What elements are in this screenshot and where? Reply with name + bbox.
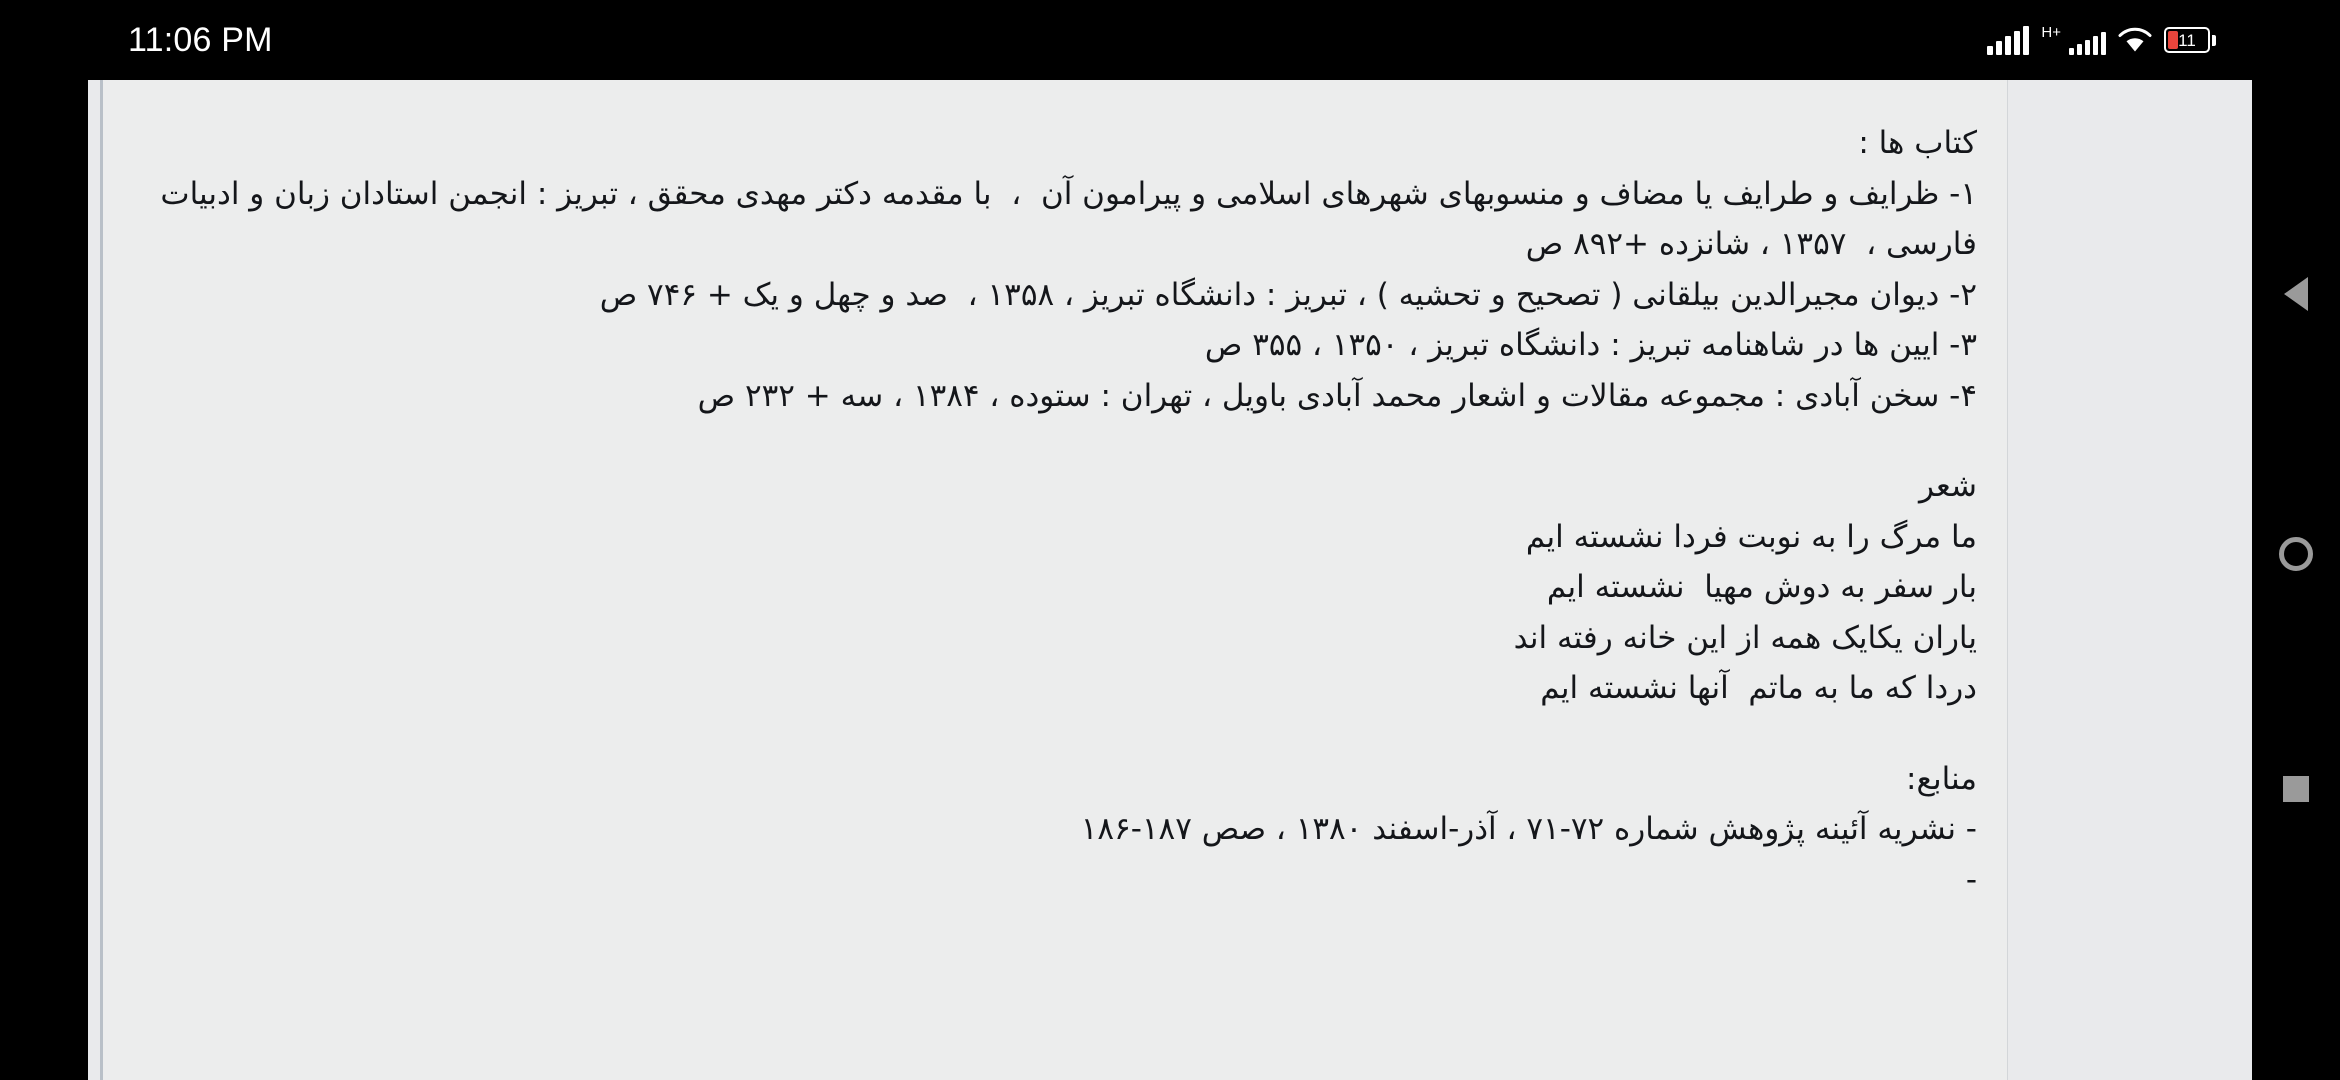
sources-heading: منابع: [1906,760,1977,797]
wifi-icon [2118,26,2152,54]
status-clock: 11:06 PM [128,20,273,59]
battery-icon [2164,27,2216,53]
document-text [137,118,1977,905]
poem-line-2: بار سفر به دوش مهیا نشسته ایم [1546,569,1977,606]
spacer-2 [137,714,1977,754]
back-button[interactable] [2252,250,2340,338]
book-entry-1: ۱- ظرایف و طرایف یا مضاف و منسوبهای شهرهای اسلامی و پیرامون آن ، با مقدمه دکتر مهدی محقق ، تبریز : انجمن استادان زبان و ادبیات فارسی ، ۱۳۵۷ ، شانزده +۸۹۲ ص [150,175,1977,263]
poem-line-1: ما مرگ را به نوبت فردا نشسته ایم [1525,518,1977,555]
home-button[interactable] [2252,510,2340,598]
content-area[interactable] [88,80,2252,1080]
source-entry-1: - نشریه آئینه پژوهش شماره ۷۲-۷۱ ، آذر-اسفند ۱۳۸۰ ، صص ۱۸۷-۱۸۶ [1080,811,1977,848]
left-bezel [0,0,88,1080]
books-heading: کتاب ها : [1858,125,1977,161]
book-entry-4: ۴- سخن آبادی : مجموعه مقالات و اشعار محمد آبادی باویل ، تهران : ستوده ، ۱۳۸۴ ، سه + ۲۳۲ ص [697,377,1977,414]
navigation-bar [2252,0,2340,1080]
poem-line-4: دردا که ما به ماتم آنها نشسته ایم [1540,670,1977,707]
source-entry-2: - [1965,861,1977,898]
spacer-1 [137,421,1977,461]
recents-square-icon [2283,776,2309,802]
status-bar [88,0,2252,80]
document-page[interactable] [100,80,2008,1080]
status-icons [1987,25,2216,55]
battery-level-label: 11 [2178,30,2196,50]
home-circle-icon [2279,537,2313,571]
recents-button[interactable] [2252,745,2340,833]
book-entry-3: ۳- ایین ها در شاهنامه تبریز : دانشگاه تبریز ، ۱۳۵۰ ، ۳۵۵ ص [1204,327,1977,364]
page-right-gutter [2008,80,2252,1080]
signal-bars-icon [1987,25,2029,55]
back-triangle-icon [2284,277,2308,311]
poem-line-3: یاران یکایک همه از این خانه رفته اند [1513,619,1977,656]
network-type-label: H+ [2041,23,2061,41]
poem-heading: شعر [1918,468,1977,505]
signal-bars-secondary-icon [2069,25,2106,55]
book-entry-2: ۲- دیوان مجیرالدین بیلقانی ( تصحیح و تحشیه ) ، تبریز : دانشگاه تبریز ، ۱۳۵۸ ، صد و چهل و یک + ۷۴۶ ص [599,276,1977,313]
